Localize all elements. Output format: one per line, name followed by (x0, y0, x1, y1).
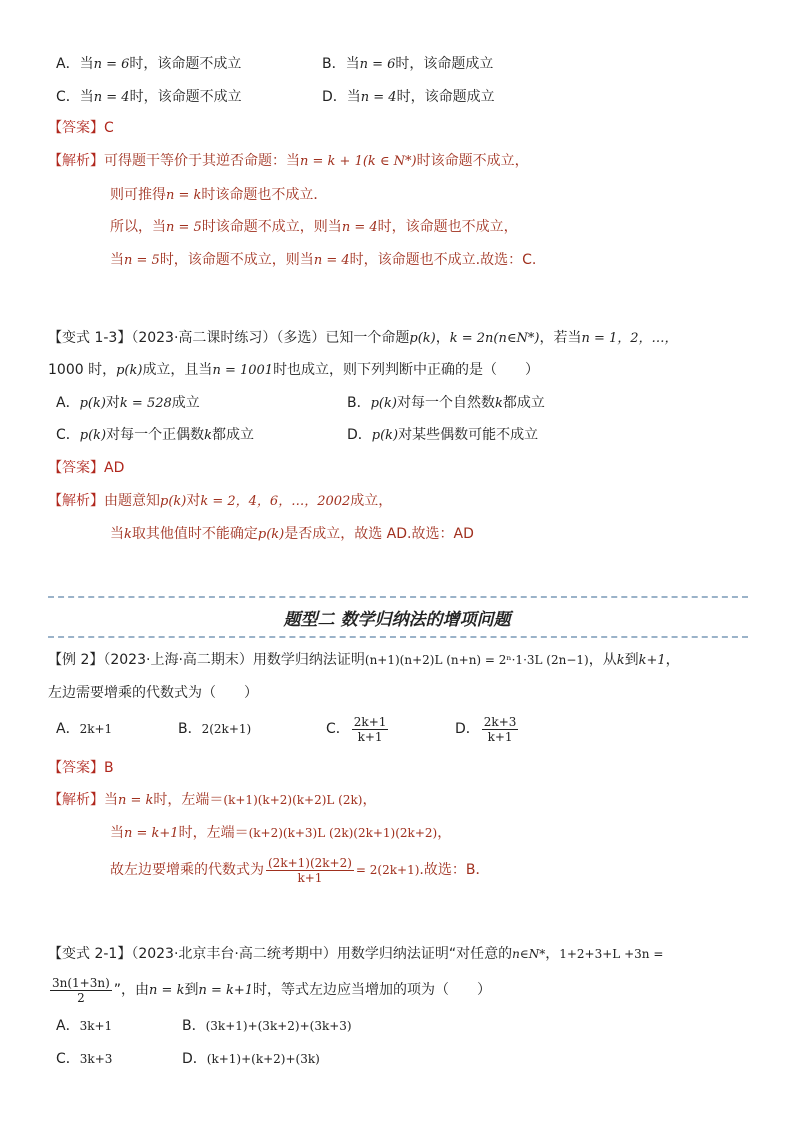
q1-analysis-line-4: 当n = 5时，该命题不成立，则当n = 4时，该命题也不成立.故选：C. (110, 252, 537, 268)
analysis-label: 【解析】 (48, 153, 104, 169)
analysis-label: 【解析】 (48, 493, 104, 509)
q2-option-b: B．p(k)对每一个自然数k都成立 (347, 395, 545, 411)
answer-label: 【答案】 (48, 460, 104, 476)
q4-stem-line-2: $\frac{3n(1+3n)}{2}$ ”，由n = k到n = k+1时，等式左边应当增加的项为（ ） (52, 975, 492, 1005)
q4-stem-line-1: 【变式 2-1】（2023·北京丰台·高二统考期中）用数学归纳法证明“对任意的n∈N*，1+2+3+L +3n = (48, 946, 664, 962)
q3-option-c: C． $\frac{2k+1}{k+1}$ (326, 714, 387, 744)
q1-option-c: C．当n = 4时，该命题不成立 (56, 89, 242, 105)
fraction: $\frac{3n(1+3n)}{2}$ (52, 975, 110, 1005)
q1-analysis-line-1: 【解析】可得题干等价于其逆否命题：当n = k + 1(k ∈ N*)时该命题不成立， (48, 153, 529, 169)
q2-option-a: A．p(k)对k = 528成立 (56, 395, 200, 411)
q3-stem-line-1: 【例 2】（2023·上海·高二期末）用数学归纳法证明(n+1)(n+2)L (n+n) = 2ⁿ·1·3L (2n−1)，从k到k+1， (48, 652, 680, 668)
q2-analysis-line-1: 【解析】由题意知p(k)对k = 2，4，6，…，2002成立， (48, 493, 393, 509)
q3-answer (48, 758, 114, 778)
q3-stem-line-2: 左边需要增乘的代数式为（ ） (48, 685, 258, 701)
q2-stem-line-1: 【变式 1-3】（2023·高二课时练习）（多选）已知一个命题p(k)，k = 2n(n∈N*)，若当n = 1，2，…， (48, 330, 678, 346)
fraction: $\frac{2k+3}{k+1}$ (483, 714, 517, 744)
fraction: $\frac{2k+1}{k+1}$ (353, 714, 387, 744)
q1-analysis-line-2: 则可推得n = k时该命题也不成立． (110, 187, 328, 203)
question-tag: 【变式 1-3】 (48, 330, 132, 346)
q4-option-c: C．3k+3 (56, 1051, 113, 1067)
q3-analysis-line-3: 故左边要增乘的代数式为 $\frac{(2k+1)(2k+2)}{k+1}$ = 2(2k+1).故选：B． (110, 855, 490, 885)
q4-option-a: A．3k+1 (56, 1018, 113, 1034)
q3-option-a: A．2k+1 (56, 721, 113, 737)
q2-stem-line-2: 1000 时，p(k)成立，且当n = 1001时也成立，则下列判断中正确的是（ ） (48, 362, 540, 378)
answer-label: 【答案】 (48, 760, 104, 776)
fraction: $\frac{(2k+1)(2k+2)}{k+1}$ (268, 855, 352, 885)
q1-analysis-line-3: 所以，当n = 5时该命题不成立，则当n = 4时，该命题也不成立， (110, 219, 518, 235)
q1-option-d: D．当n = 4时，该命题成立 (322, 89, 495, 105)
analysis-label: 【解析】 (48, 792, 104, 808)
q1-option-b: B．当n = 6时，该命题成立 (322, 56, 494, 72)
q3-option-d: D． $\frac{2k+3}{k+1}$ (455, 714, 517, 744)
answer-value: C (104, 120, 114, 136)
q1-answer (48, 118, 114, 138)
answer-value: AD (104, 460, 125, 476)
q2-option-d: D．p(k)对某些偶数可能不成立 (347, 427, 539, 443)
question-tag: 【例 2】 (48, 652, 104, 668)
q2-analysis-line-2: 当k取其他值时不能确定p(k)是否成立，故选 AD.故选：AD (110, 526, 474, 542)
answer-label: 【答案】 (48, 120, 104, 136)
answer-value: B (104, 760, 114, 776)
q2-answer (48, 458, 124, 478)
q4-option-b: B．(3k+1)+(3k+2)+(3k+3) (182, 1018, 352, 1034)
q3-option-b: B．2(2k+1) (178, 721, 252, 737)
section-title: 题型二 数学归纳法的增项问题 (283, 610, 511, 630)
section-divider-top (48, 596, 748, 598)
question-tag: 【变式 2-1】 (48, 946, 132, 962)
q3-analysis-line-2: 当n = k+1时，左端＝(k+2)(k+3)L (2k)(2k+1)(2k+2)， (110, 825, 452, 841)
q4-option-d: D．(k+1)+(k+2)+(3k) (182, 1051, 320, 1067)
q2-option-c: C．p(k)对每一个正偶数k都成立 (56, 427, 255, 443)
section-divider-bottom (48, 636, 748, 638)
q1-option-a: A．当n = 6时，该命题不成立 (56, 56, 242, 72)
q3-analysis-line-1: 【解析】当n = k时，左端＝(k+1)(k+2)(k+2)L (2k)， (48, 792, 377, 808)
